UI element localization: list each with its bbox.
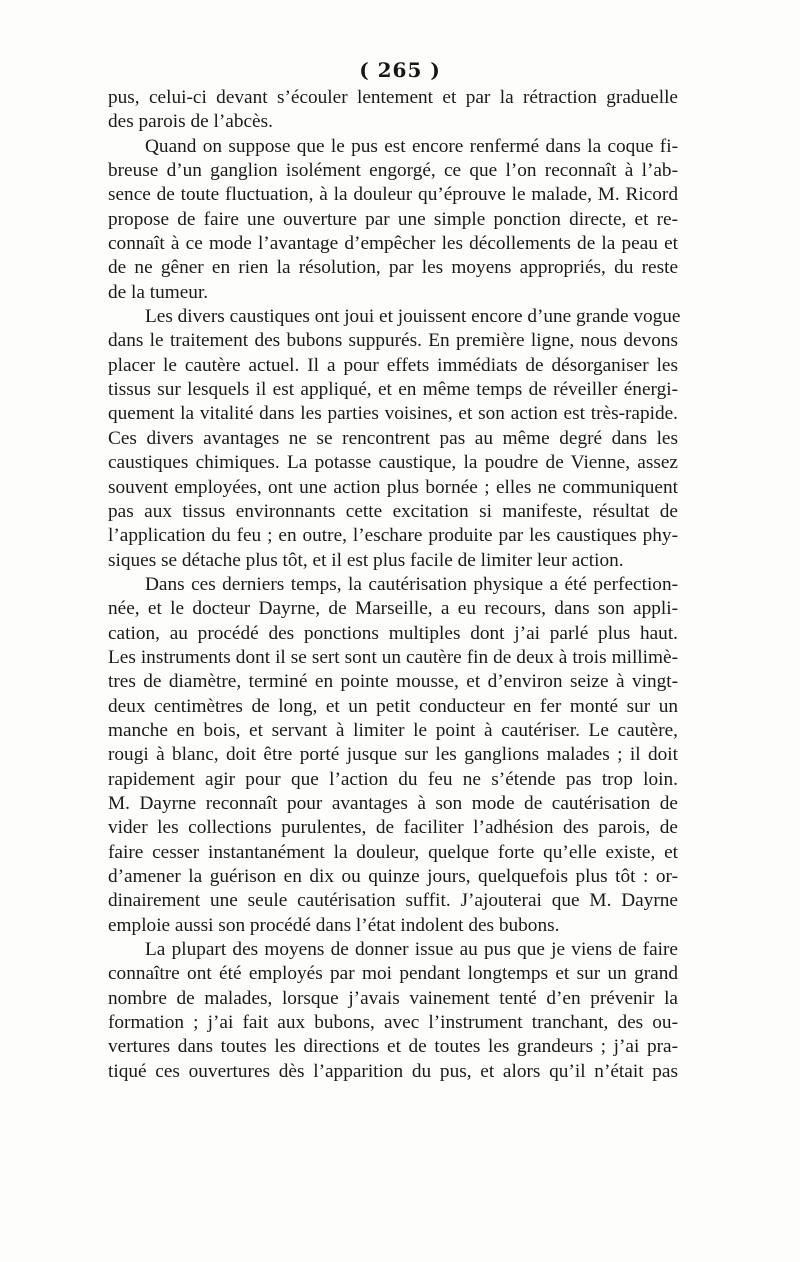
text-line: rougi à blanc, doit être porté jusque sur les ganglions malades ; il doit [108, 744, 678, 766]
text-line: pus, celui-ci devant s’écouler lentement et par la rétraction graduelle [108, 87, 678, 108]
text-line: tiqué ces ouvertures dès l’apparition du pus, et alors qu’il n’était pas [108, 1060, 678, 1082]
text-line: placer le cautère actuel. Il a pour effets immédiats de désorganiser les [108, 354, 678, 376]
paragraph [108, 135, 678, 305]
text-line: La plupart des moyens de donner issue au pus que je viens de faire [145, 939, 678, 961]
paragraph [108, 305, 681, 573]
text-line: emploie aussi son procédé dans l’état indolent des bubons. [108, 914, 560, 936]
text-line: dinairement une seule cautérisation suffit. J’ajouterai que M. Dayrne [108, 890, 678, 912]
text-line: de ne gêner en rien la résolution, par les moyens appropriés, du reste [108, 257, 678, 279]
text-line: faire cesser instantanément la douleur, quelque forte qu’elle existe, et [108, 841, 678, 863]
body-text [108, 86, 681, 1084]
text-line: vertures dans toutes les directions et de toutes les grandeurs ; j’ai pra- [108, 1036, 678, 1058]
text-line: propose de faire une ouverture par une simple ponction directe, et re- [108, 208, 678, 230]
text-line: pas aux tissus environnants cette excitation si manifeste, résultat de [108, 500, 678, 522]
text-line: siques se détache plus tôt, et il est plus facile de limiter leur action. [108, 549, 624, 571]
text-line: Quand on suppose que le pus est encore renfermé dans la coque fi- [145, 135, 678, 157]
text-line: manche en bois, et servant à limiter le point à cautériser. Le cautère, [108, 719, 678, 741]
text-line: quement la vitalité dans les parties voisines, et son action est très-rapide. [108, 403, 678, 425]
text-line: Les instruments dont il se sert sont un cautère fin de deux à trois millimè- [108, 646, 678, 668]
paragraph [108, 573, 678, 938]
text-line: rapidement agir pour que l’action du feu ne s’étende pas trop loin. [108, 768, 678, 790]
text-line: sence de toute fluctuation, à la douleur qu’éprouve le malade, M. Ricord [108, 184, 678, 206]
text-line: des parois de l’abcès. [108, 111, 273, 133]
text-line: M. Dayrne reconnaît pour avantages à son mode de cautérisation de [108, 792, 678, 814]
text-line: de la tumeur. [108, 281, 209, 303]
text-line: d’amener la guérison en dix ou quinze jours, quelquefois plus tôt : or- [108, 866, 678, 887]
text-line: née, et le docteur Dayrne, de Marseille, a eu recours, dans son appli- [108, 598, 678, 620]
text-line: deux centimètres de long, et un petit conducteur en fer monté sur un [108, 695, 678, 717]
text-line: l’application du feu ; en outre, l’eschare produite par les caustiques phy- [108, 525, 678, 547]
text-line: breuse d’un ganglion isolément engorgé, ce que l’on reconnaît à l’ab- [108, 160, 678, 182]
text-line: Dans ces derniers temps, la cautérisation physique a été perfection- [145, 573, 678, 595]
text-line: connaît à ce mode l’avantage d’empêcher les décollements de la peau et [108, 233, 678, 255]
text-line: tissus sur lesquels il est appliqué, et en même temps de réveiller énergi- [108, 379, 678, 401]
text-line: vider les collections purulentes, de faciliter l’adhésion des parois, de [108, 817, 678, 839]
text-line: cation, au procédé des ponctions multiples dont j’ai parlé plus haut. [108, 622, 678, 644]
text-line: Les divers caustiques ont joui et jouissent encore d’une grande vogue [145, 306, 681, 328]
page-number: ( 265 ) [359, 58, 441, 82]
paragraph [108, 86, 678, 135]
text-line: dans le traitement des bubons suppurés. En première ligne, nous devons [108, 330, 678, 352]
text-line: connaître ont été employés par moi pendant longtemps et sur un grand [108, 963, 678, 985]
text-line: formation ; j’ai fait aux bubons, avec l’instrument tranchant, des ou- [108, 1012, 678, 1034]
text-line: nombre de malades, lorsque j’avais vainement tenté d’en prévenir la [108, 987, 678, 1009]
text-line: tres de diamètre, terminé en pointe mousse, et d’environ seize à vingt- [108, 671, 678, 693]
paragraph [108, 938, 678, 1084]
text-line: Ces divers avantages ne se rencontrent pas au même degré dans les [108, 427, 678, 449]
text-line: souvent employées, ont une action plus bornée ; elles ne communiquent [108, 476, 678, 498]
text-line: caustiques chimiques. La potasse caustique, la poudre de Vienne, assez [108, 452, 678, 474]
